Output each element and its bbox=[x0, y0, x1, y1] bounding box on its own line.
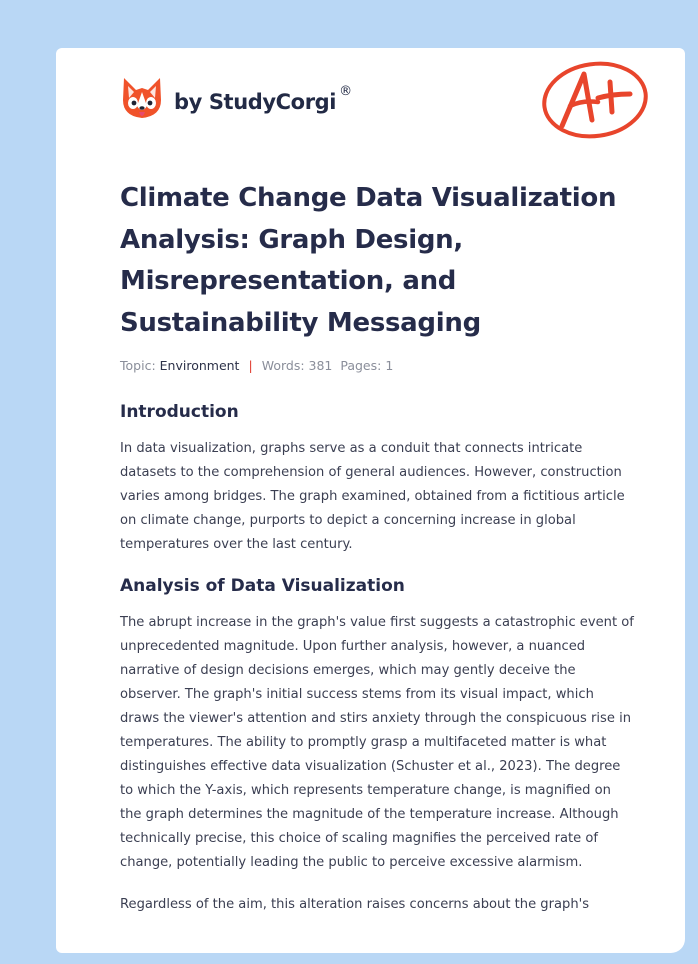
a-plus-grade-icon bbox=[540, 60, 650, 140]
paragraph: Regardless of the aim, this alteration raises concerns about the graph's bbox=[120, 897, 590, 912]
section-heading-introduction: Introduction bbox=[120, 402, 239, 422]
corgi-logo-icon bbox=[120, 76, 164, 124]
document-content bbox=[120, 178, 635, 917]
pages-count: 1 bbox=[385, 358, 394, 373]
topic-label: Topic: bbox=[120, 358, 156, 373]
paragraph: The abrupt increase in the graph's value first suggests a catastrophic event of unprecedented magnitude. Upon further analysis, however, a nuanced narrative of design decisions emerges, which may gently deceive the observer. The graph's initial success stems from its visual impact, which draws the viewer's attention and stirs anxiety through the conspicuous rise in temperatures. The ability to promptly grasp a multifaceted matter is what distinguishes effective data visualization (Schuster et al., 2023). The degree to which the Y-axis, which represents temperature change, is magnified on the graph determines the magnitude of the temperature increase. Although technically precise, this choice of scaling magnifies the perceived rate of change, potentially leading the public to perceive excessive alarmism. bbox=[120, 615, 634, 870]
header bbox=[120, 76, 660, 146]
section-heading-analysis: Analysis of Data Visualization bbox=[120, 576, 405, 596]
meta-separator: | bbox=[248, 358, 253, 373]
words-label: Words: bbox=[261, 358, 305, 373]
document-title: Climate Change Data Visualization Analysis: Graph Design, Misrepresentation, and Sustainability Messaging bbox=[120, 183, 617, 338]
paragraph: In data visualization, graphs serve as a conduit that connects intricate datasets to the comprehension of general audiences. However, construction varies among bridges. The graph examined, obtained from a fictitious article on climate change, purports to depict a concerning increase in global temperatures over the last century. bbox=[120, 441, 625, 552]
topic-link[interactable]: Environment bbox=[159, 358, 240, 373]
document-page bbox=[56, 48, 685, 953]
registered-mark: ® bbox=[339, 84, 352, 99]
document-meta bbox=[120, 358, 635, 373]
words-count: 381 bbox=[308, 358, 333, 373]
pages-label: Pages: bbox=[340, 358, 382, 373]
brand-name[interactable]: by StudyCorgi ® bbox=[174, 84, 352, 114]
